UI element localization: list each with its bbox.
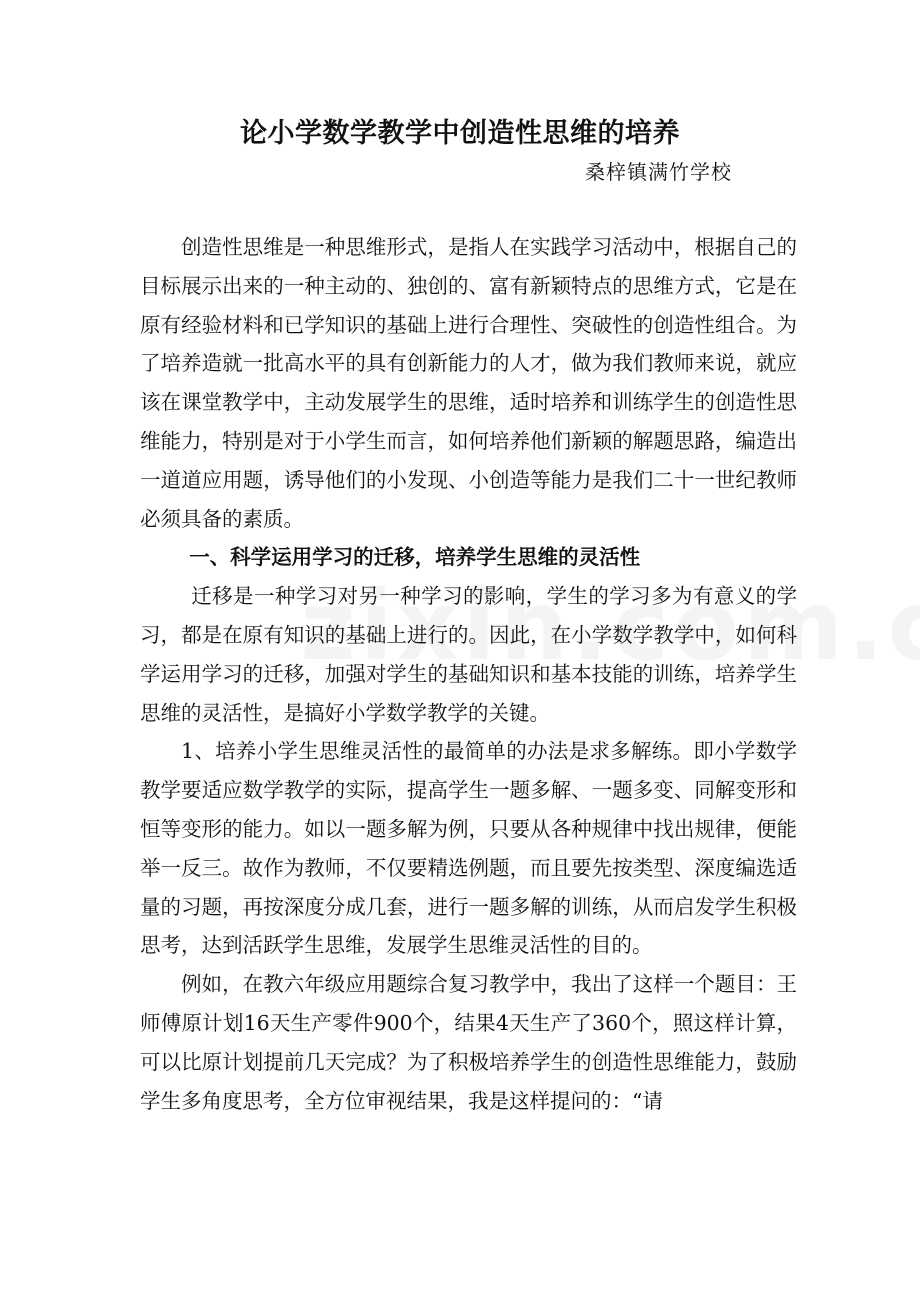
paragraph-point-1: 1、培养小学生思维灵活性的最简单的办法是求多解练。即小学数学教学要适应数学教学的实际，提高学生一题多解、一题多变、同解变形和恒等变形的能力。如以一题多解为例，只要从各种规律中找出规律，便能举一反三。故作为教师，不仅要精选例题，而且要先按类型、深度编选适量的习题，再按深度分成几套，进行一题多解的训练，从而启发学生积极思考，达到活跃学生思维，发展学生思维灵活性的目的。	[140, 739, 797, 958]
document-title: 论小学数学教学中创造性思维的培养	[240, 118, 680, 149]
section-heading-1: 一、科学运用学习的迁移，培养学生思维的灵活性	[189, 545, 641, 570]
paragraph-transfer: 迁移是一种学习对另一种学习的影响，学生的学习多为有意义的学习，都是在原有知识的基础上进行的。因此，在小学数学教学中，如何科学运用学习的迁移，加强对学生的基础知识和基本技能的训练，培养学生思维的灵活性，是搞好小学数学教学的关键。	[140, 584, 797, 725]
document-body	[140, 228, 797, 1120]
paragraph-intro: 创造性思维是一种思维形式，是指人在实践学习活动中，根据自己的目标展示出来的一种主动的、独创的、富有新颖特点的思维方式，它是在原有经验材料和已学知识的基础上进行合理性、突破性的创造性组合。为了培养造就一批高水平的具有创新能力的人才，做为我们教师来说，就应该在课堂教学中，主动发展学生的思维，适时培养和训练学生的创造性思维能力，特别是对于小学生而言，如何培养他们新颖的解题思路，编造出一道道应用题，诱导他们的小发现、小创造等能力是我们二十一世纪教师必须具备的素质。	[140, 235, 797, 531]
paragraph-example: 例如，在教六年级应用题综合复习教学中，我出了这样一个题目：王师傅原计划16天生产零件900个，结果4天生产了360个，照这样计算，可以比原计划提前几天完成？为了积极培养学生的创造性思维能力，鼓励学生多角度思考，全方位审视结果，我是这样提问的：“请	[140, 972, 797, 1113]
document-author: 桑梓镇满竹学校	[585, 160, 732, 184]
